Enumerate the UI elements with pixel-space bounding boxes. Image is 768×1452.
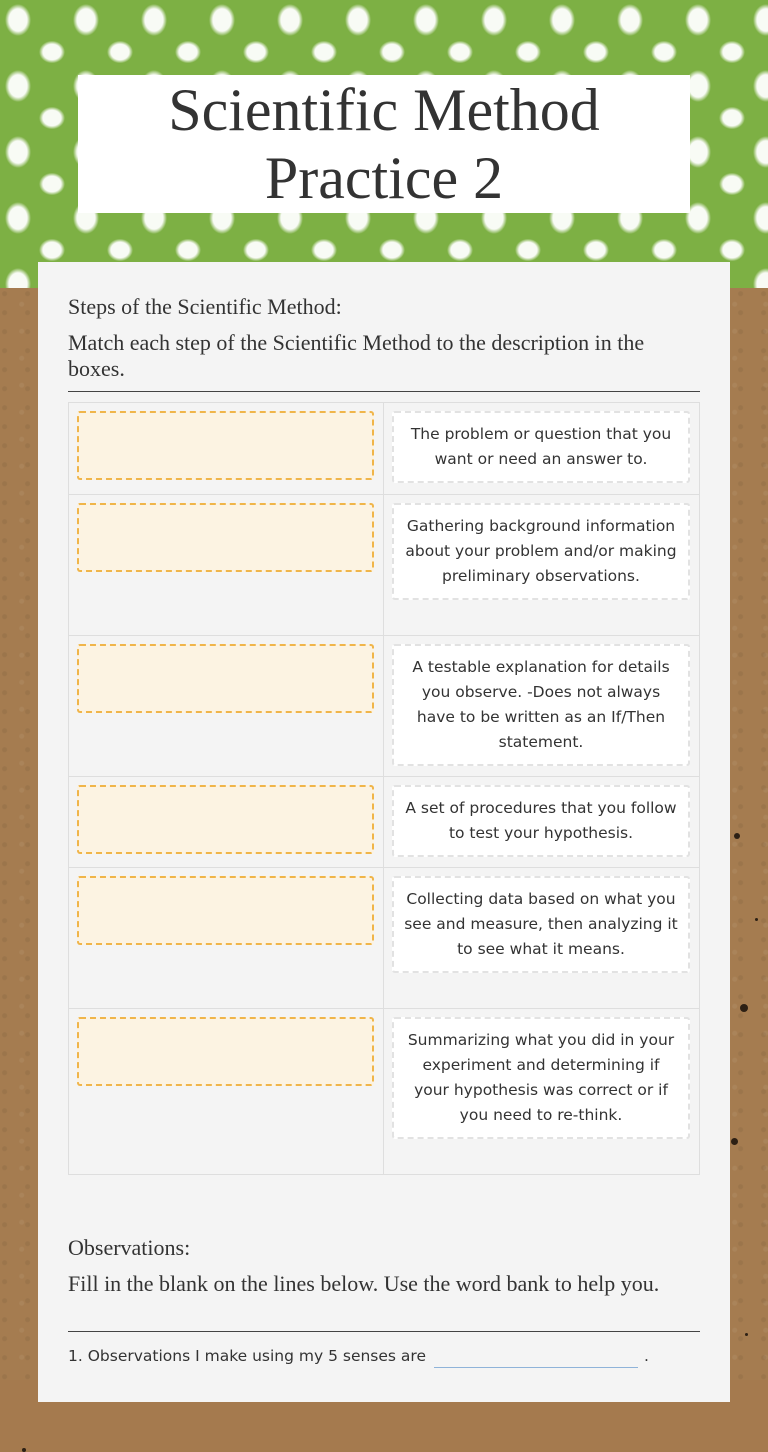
match-row bbox=[69, 776, 699, 867]
description-card[interactable]: Summarizing what you did in your experiment and determining if your hypothesis was correct or if you need to re-think. bbox=[392, 1017, 690, 1139]
description-card[interactable]: A testable explanation for details you observe. -Does not always have to be written as an If/Then statement. bbox=[392, 644, 690, 766]
drop-zone[interactable] bbox=[77, 503, 374, 572]
description-card[interactable]: Collecting data based on what you see and measure, then analyzing it to see what it means. bbox=[392, 876, 690, 973]
section-heading-observations: Observations: bbox=[68, 1235, 191, 1260]
match-row bbox=[69, 867, 699, 1008]
question-1-prefix: 1. Observations I make using my 5 senses are bbox=[68, 1347, 426, 1365]
matching-table bbox=[68, 402, 700, 1175]
drop-zone[interactable] bbox=[77, 876, 374, 945]
drop-cell bbox=[69, 403, 384, 494]
description-cell bbox=[384, 777, 699, 867]
description-cell bbox=[384, 868, 699, 1008]
drop-cell bbox=[69, 868, 384, 1008]
divider bbox=[68, 1331, 700, 1332]
description-cell bbox=[384, 1009, 699, 1174]
drop-cell bbox=[69, 636, 384, 776]
question-1-suffix: . bbox=[643, 1347, 649, 1365]
page-title: Scientific Method Practice 2 bbox=[168, 77, 600, 211]
section-instructions-observations: Fill in the blank on the lines below. Use the word bank to help you. bbox=[68, 1271, 660, 1296]
title-box bbox=[78, 75, 690, 213]
description-card[interactable]: Gathering background information about your problem and/or making preliminary observations. bbox=[392, 503, 690, 600]
divider bbox=[68, 391, 700, 392]
description-cell bbox=[384, 636, 699, 776]
worksheet-card bbox=[38, 262, 730, 1402]
match-row bbox=[69, 635, 699, 776]
header-banner bbox=[0, 0, 768, 288]
match-row bbox=[69, 403, 699, 494]
drop-cell bbox=[69, 777, 384, 867]
drop-zone[interactable] bbox=[77, 411, 374, 480]
drop-zone[interactable] bbox=[77, 785, 374, 854]
drop-cell bbox=[69, 1009, 384, 1174]
description-cell bbox=[384, 495, 699, 635]
section-instructions-steps: Match each step of the Scientific Method to the description in the boxes. bbox=[68, 330, 645, 381]
question-1 bbox=[68, 1345, 708, 1368]
description-card[interactable]: A set of procedures that you follow to test your hypothesis. bbox=[392, 785, 690, 857]
drop-zone[interactable] bbox=[77, 1017, 374, 1086]
description-card[interactable]: The problem or question that you want or need an answer to. bbox=[392, 411, 690, 483]
match-row bbox=[69, 494, 699, 635]
question-1-blank-input[interactable] bbox=[434, 1345, 638, 1368]
section-heading-steps: Steps of the Scientific Method: bbox=[68, 294, 342, 319]
drop-cell bbox=[69, 495, 384, 635]
drop-zone[interactable] bbox=[77, 644, 374, 713]
description-cell bbox=[384, 403, 699, 494]
match-row bbox=[69, 1008, 699, 1174]
